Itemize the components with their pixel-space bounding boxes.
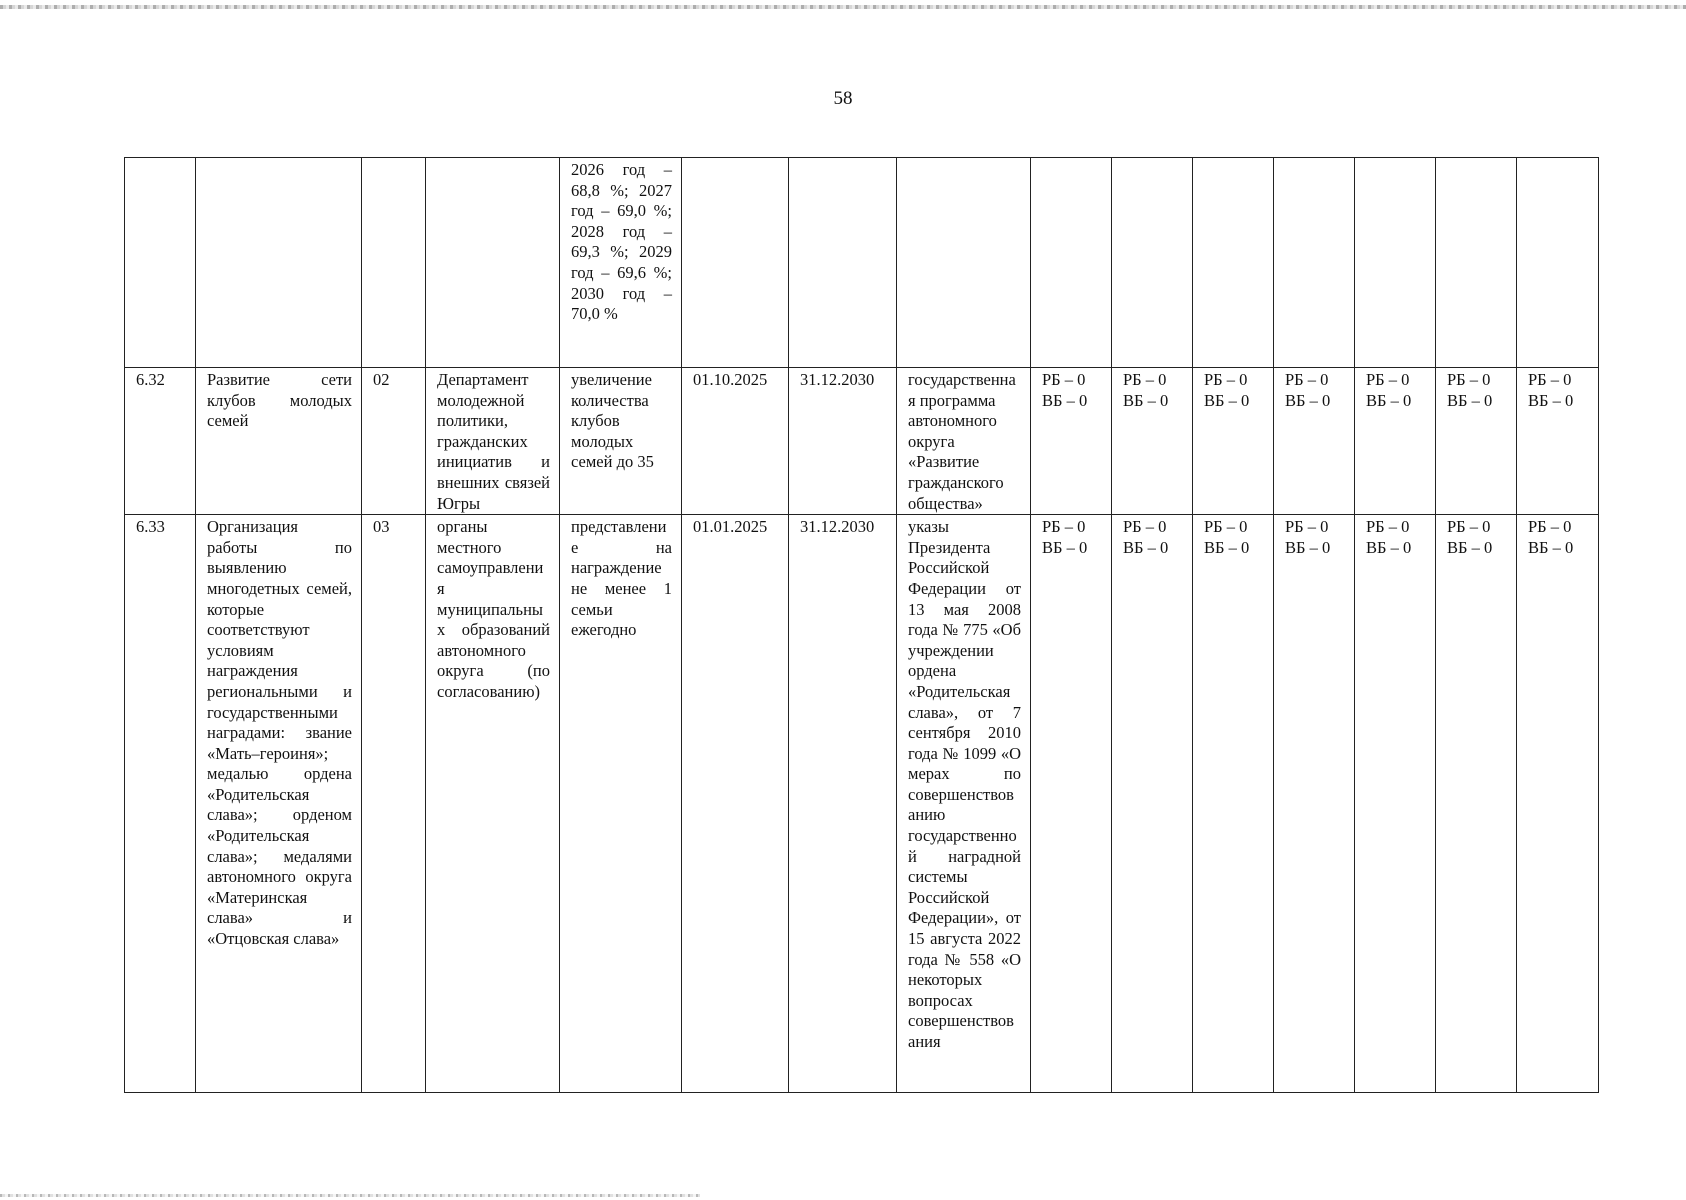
cell-num: 6.33 — [125, 515, 196, 1093]
cell-funding: РБ – 0 ВБ – 0 — [1112, 368, 1193, 515]
cell-end-date: 31.12.2030 — [789, 368, 897, 515]
cell-indicator: представление на награждение не менее 1 семьи ежегодно — [560, 515, 682, 1093]
cell-funding: РБ – 0 ВБ – 0 — [1436, 368, 1517, 515]
cell-funding: РБ – 0 ВБ – 0 — [1355, 368, 1436, 515]
cell-funding — [1193, 158, 1274, 368]
cell-executor: органы местного самоуправления муниципальных образований автономного округа (по согласованию) — [426, 515, 560, 1093]
cell-name — [196, 158, 362, 368]
scan-edge-bottom — [0, 1194, 700, 1197]
cell-funding: РБ – 0 ВБ – 0 — [1355, 515, 1436, 1093]
cell-start-date: 01.10.2025 — [682, 368, 789, 515]
cell-start-date — [682, 158, 789, 368]
cell-funding: РБ – 0 ВБ – 0 — [1517, 515, 1599, 1093]
cell-end-date: 31.12.2030 — [789, 515, 897, 1093]
scan-edge-top — [0, 5, 1686, 9]
page-number: 58 — [833, 88, 853, 109]
cell-funding: РБ – 0 ВБ – 0 — [1193, 368, 1274, 515]
cell-funding: РБ – 0 ВБ – 0 — [1031, 368, 1112, 515]
cell-funding — [1355, 158, 1436, 368]
cell-end-date — [789, 158, 897, 368]
cell-program: указы Президента Российской Федерации от 13 мая 2008 года № 775 «Об учреждении ордена «Родительская слава», от 7 сентября 2010 года № 1099 «О мерах по совершенствованию государственной наградной системы Российской Федерации», от 15 августа 2022 года № 558 «О некоторых вопросах совершенствования — [897, 515, 1031, 1093]
measures-table — [124, 157, 1599, 1093]
cell-funding: РБ – 0 ВБ – 0 — [1274, 368, 1355, 515]
cell-funding: РБ – 0 ВБ – 0 — [1517, 368, 1599, 515]
table-row-continuation — [125, 158, 1599, 368]
cell-name: Развитие сети клубов молодых семей — [196, 368, 362, 515]
cell-indicator: увеличение количества клубов молодых семей до 35 — [560, 368, 682, 515]
cell-funding — [1436, 158, 1517, 368]
cell-funding: РБ – 0 ВБ – 0 — [1436, 515, 1517, 1093]
cell-program: государственная программа автономного округа «Развитие гражданского общества» — [897, 368, 1031, 515]
cell-start-date: 01.01.2025 — [682, 515, 789, 1093]
cell-funding: РБ – 0 ВБ – 0 — [1193, 515, 1274, 1093]
cell-code: 03 — [362, 515, 426, 1093]
cell-funding: РБ – 0 ВБ – 0 — [1031, 515, 1112, 1093]
cell-funding: РБ – 0 ВБ – 0 — [1112, 515, 1193, 1093]
table-row-6-33 — [125, 515, 1599, 1093]
cell-funding — [1031, 158, 1112, 368]
cell-funding: РБ – 0 ВБ – 0 — [1274, 515, 1355, 1093]
cell-code — [362, 158, 426, 368]
cell-num: 6.32 — [125, 368, 196, 515]
cell-executor: Департамент молодежной политики, гражданских инициатив и внешних связей Югры — [426, 368, 560, 515]
cell-executor — [426, 158, 560, 368]
cell-name: Организация работы по выявлению многодетных семей, которые соответствуют условиям награждения региональными и государственными наградами: звание «Мать–героиня»; медалью ордена «Родительская слава»; орденом «Родительская слава»; медалями автономного округа «Материнская слава» и «Отцовская слава» — [196, 515, 362, 1093]
cell-indicator: 2026 год – 68,8 %; 2027 год – 69,0 %; 2028 год – 69,3 %; 2029 год – 69,6 %; 2030 год – 70,0 % — [560, 158, 682, 368]
cell-program — [897, 158, 1031, 368]
table-row-6-32 — [125, 368, 1599, 515]
cell-funding — [1112, 158, 1193, 368]
cell-code: 02 — [362, 368, 426, 515]
cell-num — [125, 158, 196, 368]
cell-funding — [1517, 158, 1599, 368]
cell-funding — [1274, 158, 1355, 368]
